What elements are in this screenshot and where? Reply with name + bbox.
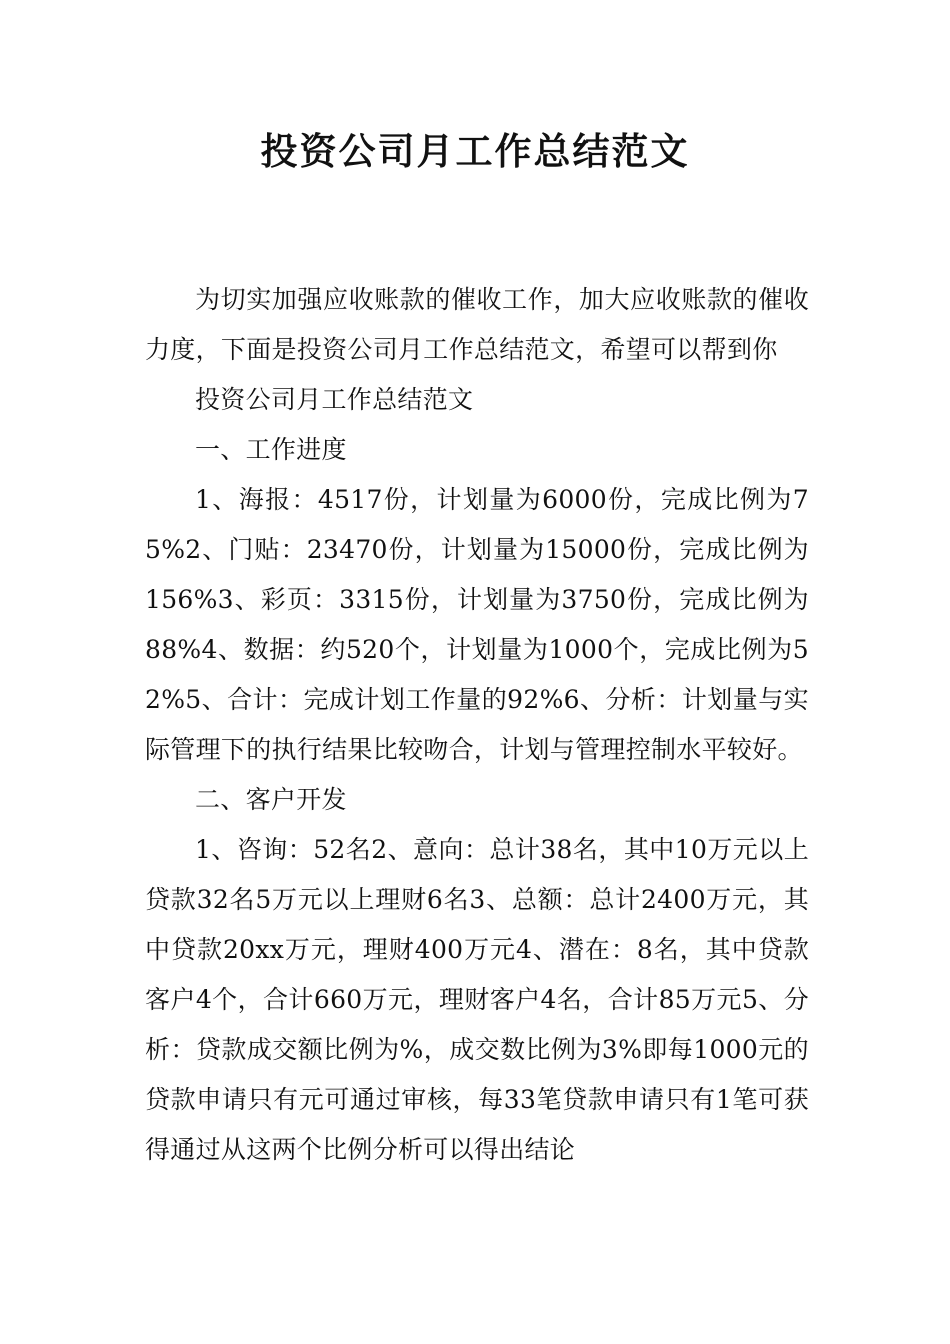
client-development-paragraph: 1、咨询：52名2、意向：总计38名，其中10万元以上贷款32名5万元以上理财6名3、总额：总计2400万元，其中贷款20xx万元，理财400万元4、潜在：8名，其中贷款客户4个，合计660万元，理财客户4名，合计85万元5、分析：贷款成交额比例为%，成交数比例为3%即每1000元的贷款申请只有元可通过审核，每33笔贷款申请只有1笔可获得通过从这两个比例分析可以得出结论 [145,835,809,1164]
section-heading-client-development: 二、客户开发 [195,785,347,814]
document-body [145,275,809,1175]
subtitle-paragraph: 投资公司月工作总结范文 [195,385,474,414]
work-progress-paragraph: 1、海报：4517份，计划量为6000份，完成比例为75%2、门贴：23470份，计划量为15000份，完成比例为156%3、彩页：3315份，计划量为3750份，完成比例为88%4、数据：约520个，计划量为1000个，完成比例为52%5、合计：完成计划工作量的92%6、分析：计划量与实际管理下的执行结果比较吻合，计划与管理控制水平较好。 [145,485,809,764]
page-title: 投资公司月工作总结范文 [260,129,690,173]
intro-paragraph: 为切实加强应收账款的催收工作，加大应收账款的催收力度，下面是投资公司月工作总结范文，希望可以帮到你 [145,285,809,364]
section-heading-work-progress: 一、工作进度 [195,435,347,464]
